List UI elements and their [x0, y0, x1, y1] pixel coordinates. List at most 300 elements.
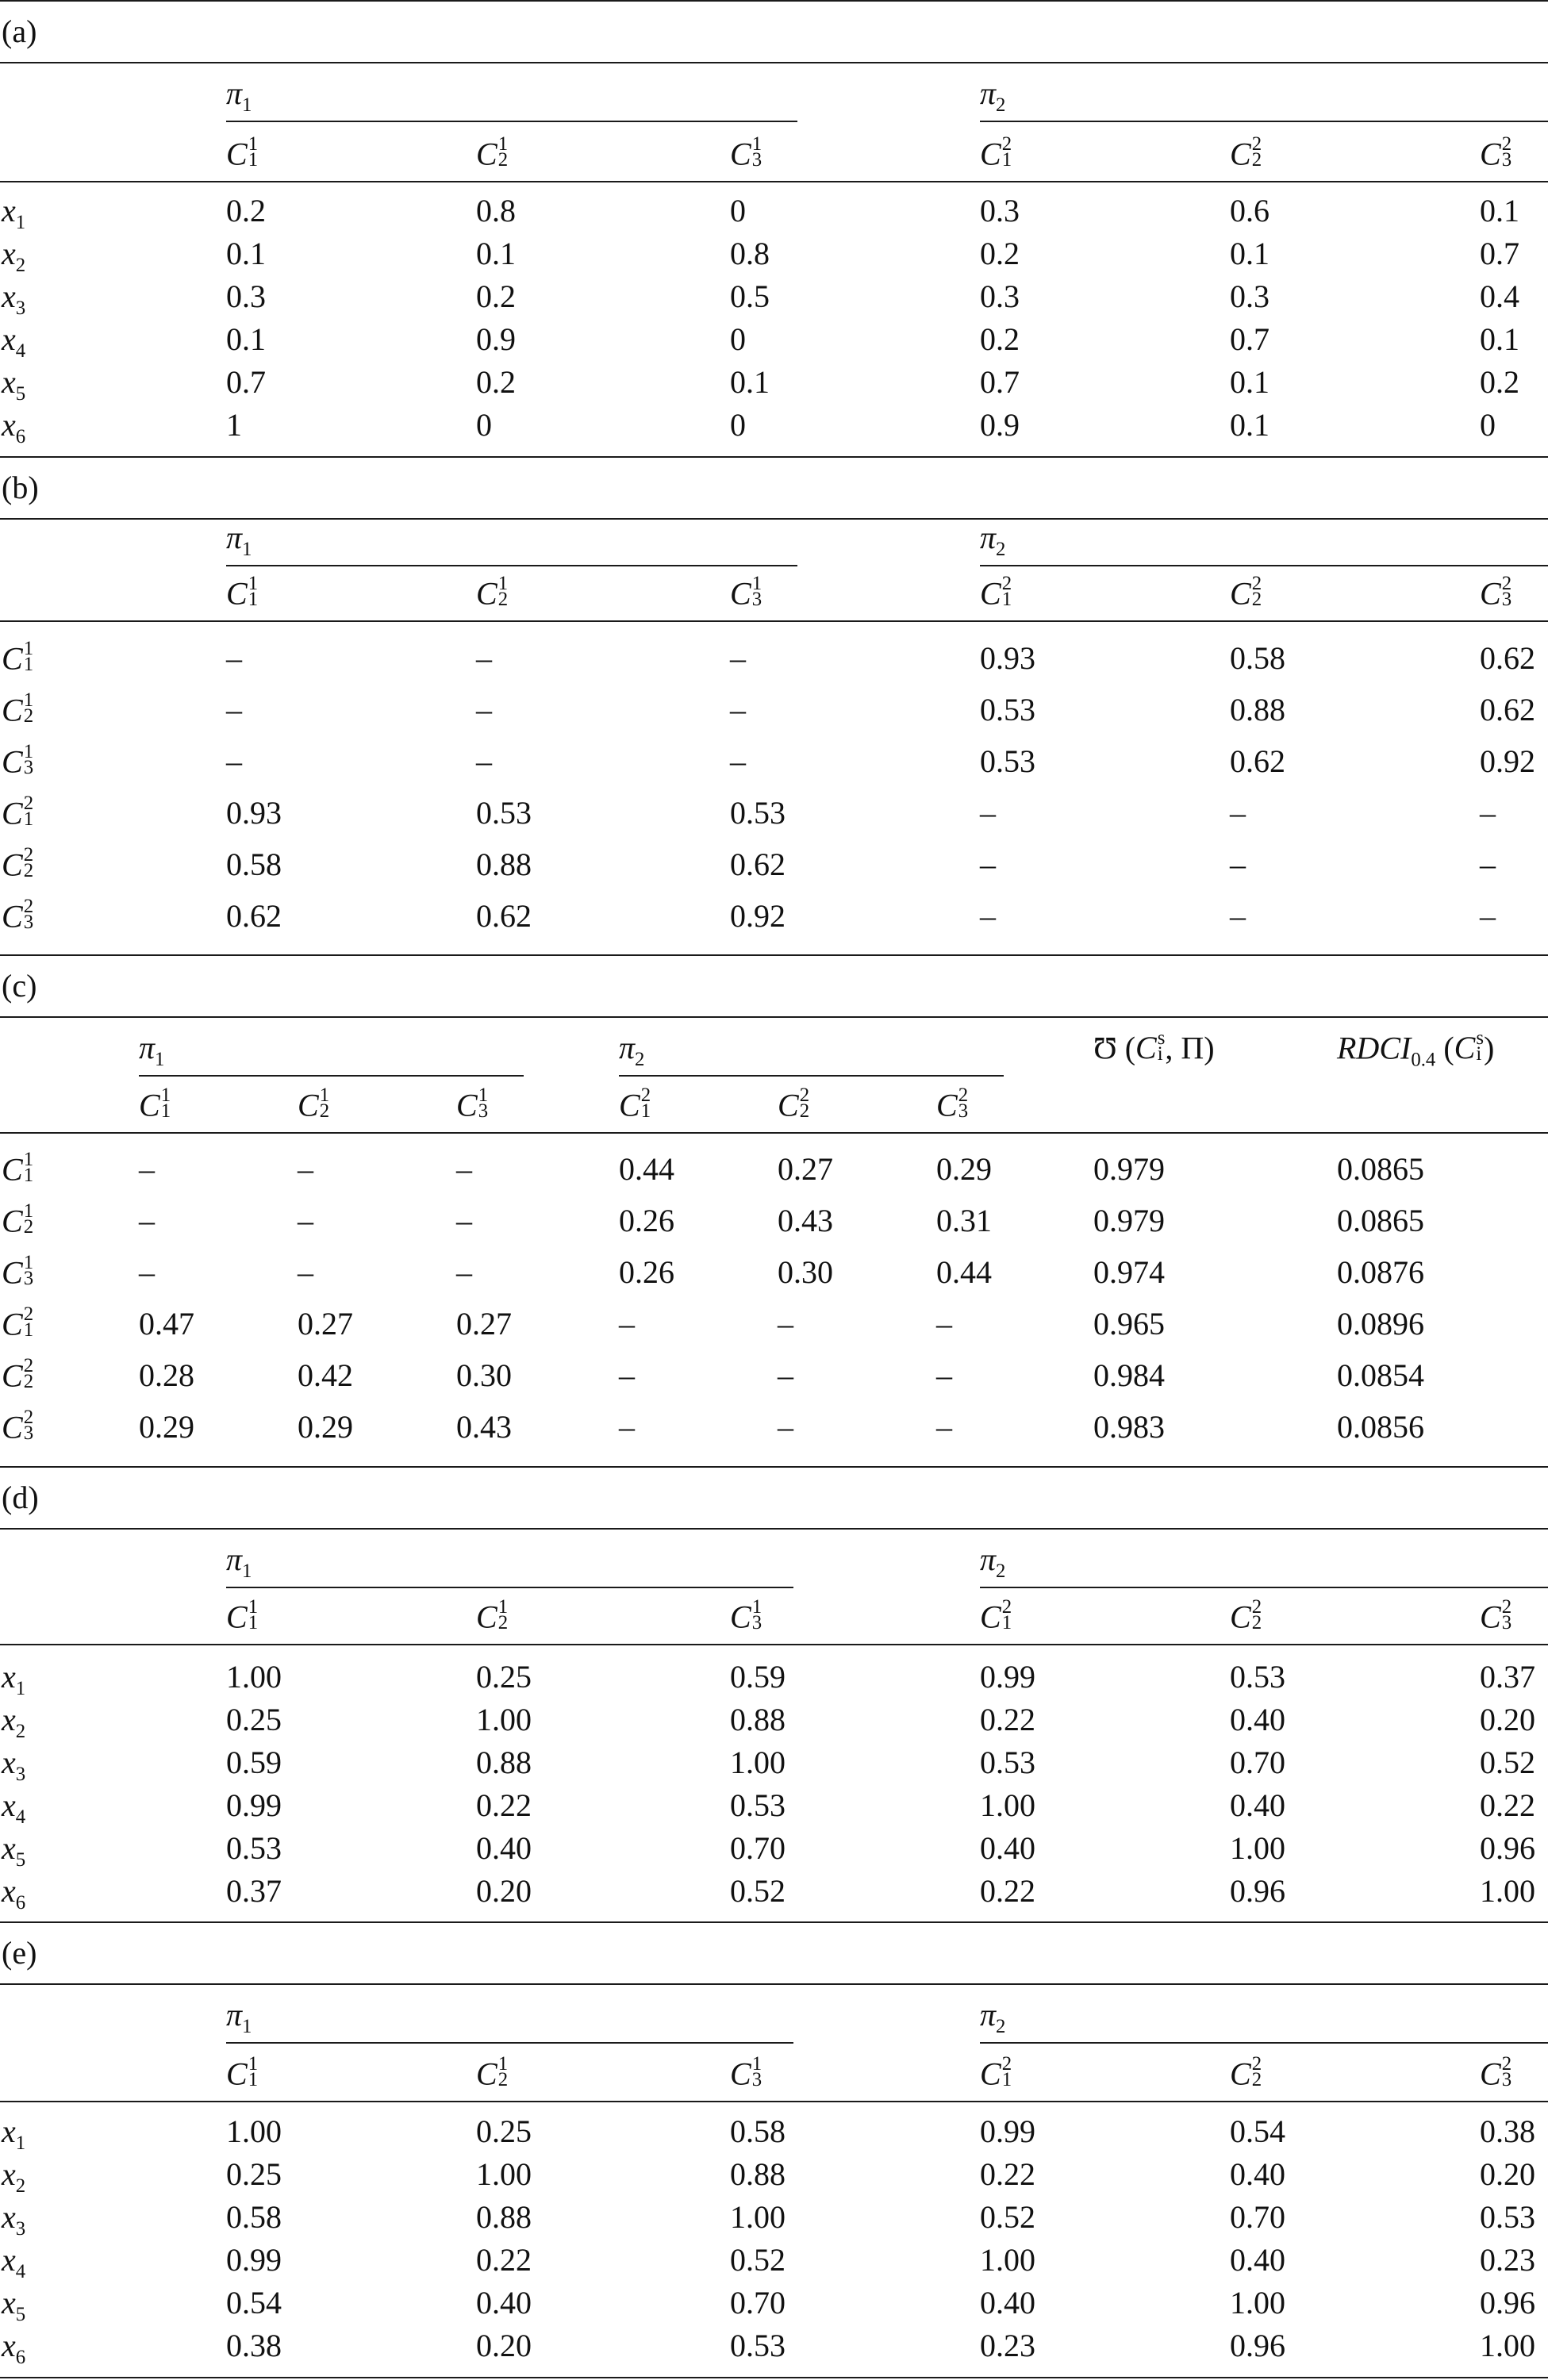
- rdci-open: (: [1435, 1030, 1454, 1066]
- table-cell: 0.22: [1480, 1787, 1535, 1823]
- row-label: [2, 2113, 26, 2154]
- group-underline: [980, 1587, 1548, 1588]
- table-cell: –: [1230, 846, 1246, 882]
- column-header-rdci: [1337, 1027, 1495, 1071]
- column-header-sup: 1: [751, 1596, 762, 1618]
- table-cell: 0.40: [476, 2285, 532, 2320]
- row-label-sup: 1: [23, 1252, 34, 1273]
- table-cell: 0.93: [226, 795, 282, 831]
- table-cell: 0.40: [980, 2285, 1035, 2320]
- row-label: [2, 793, 34, 831]
- column-header-base: C: [1230, 2056, 1251, 2092]
- table-cell: 0.92: [730, 898, 786, 934]
- table-cell: 0.53: [730, 2328, 786, 2363]
- row-label-base: x: [2, 1830, 16, 1866]
- table-cell: 1.00: [1480, 1873, 1535, 1909]
- table-cell: 0.62: [1480, 640, 1535, 676]
- table-cell: –: [778, 1409, 793, 1445]
- table-cell: 1.00: [980, 2242, 1035, 2278]
- row-label-base: C: [2, 640, 23, 677]
- column-header-sub: 3: [958, 1100, 969, 1123]
- group-header-group1: [139, 1032, 164, 1070]
- group-header-group1: [226, 1999, 252, 2037]
- row-label-sub: 2: [23, 705, 34, 727]
- column-header-sub: 3: [478, 1100, 489, 1123]
- table-cell: 0.7: [1230, 321, 1270, 357]
- table-cell: 0.52: [1480, 1745, 1535, 1780]
- table-cell: 1.00: [476, 1702, 532, 1737]
- group-symbol: π: [980, 1997, 997, 2033]
- table-cell: 0.29: [298, 1409, 353, 1445]
- row-label-sub: 1: [15, 212, 26, 233]
- column-header-scripts: [160, 1084, 171, 1123]
- row-label: [2, 321, 26, 362]
- table-cell: 0.20: [476, 1873, 532, 1909]
- row-label-base: x: [2, 2113, 16, 2149]
- row-label-base: C: [2, 1151, 23, 1188]
- table-cell: –: [980, 898, 996, 934]
- group-symbol: π: [619, 1030, 636, 1065]
- column-header-sub: 1: [1001, 1612, 1012, 1634]
- table-cell: 0.40: [1230, 1787, 1285, 1823]
- table-cell: –: [778, 1306, 793, 1342]
- table-cell: 0.2: [476, 364, 516, 400]
- table-cell: 0.7: [226, 364, 266, 400]
- table-label: (a): [2, 13, 37, 49]
- table-cell: 0.1: [1480, 321, 1519, 357]
- row-label-sup: 1: [23, 741, 34, 762]
- column-header-sup: 2: [1501, 133, 1512, 155]
- column-header: [1480, 2053, 1512, 2092]
- table-cell: 0.1: [476, 236, 516, 271]
- column-header-sup: 1: [248, 1596, 259, 1618]
- column-header-sub: 1: [248, 589, 259, 611]
- column-header-base: C: [730, 2056, 751, 2092]
- table-cell: 0.70: [1230, 1745, 1285, 1780]
- table-cell: 0.23: [1480, 2242, 1535, 2278]
- table-cell: 0.96: [1230, 2328, 1285, 2363]
- row-label: [2, 2287, 25, 2325]
- group-subscript: 1: [155, 1049, 165, 1070]
- table-cell: –: [476, 692, 492, 727]
- table-cell: 0.2: [476, 278, 516, 314]
- rdci-c-scripts: [1476, 1027, 1484, 1065]
- column-header: [226, 2053, 259, 2092]
- table-cell: 1.00: [730, 1745, 786, 1780]
- column-header-base: C: [139, 1087, 160, 1123]
- column-header: [1230, 573, 1262, 612]
- row-label-base: C: [2, 898, 23, 935]
- table-cell: –: [139, 1151, 155, 1187]
- table-cell: 0.3: [980, 193, 1020, 228]
- table-cell: 0.38: [226, 2328, 282, 2363]
- row-label-scripts: [23, 1149, 34, 1187]
- table-cell: 0.30: [778, 1254, 833, 1290]
- row-label-base: x: [2, 1702, 16, 1737]
- column-header-sup: 1: [751, 573, 762, 594]
- table-cell: 0.59: [730, 1659, 786, 1695]
- column-header-sub: 2: [1251, 2069, 1262, 2091]
- group-symbol: π: [980, 75, 997, 111]
- rdci-prefix: RDCI: [1337, 1030, 1412, 1066]
- column-header-base: C: [778, 1087, 799, 1123]
- table-top-rule: [0, 1921, 1548, 1923]
- group-subscript: 2: [996, 1560, 1006, 1582]
- table-cell: –: [730, 743, 746, 779]
- row-label-sub: 2: [15, 1721, 26, 1742]
- table-columns-rule: [0, 1132, 1548, 1134]
- column-header-sub: 3: [1501, 589, 1512, 611]
- column-header-sub: 2: [497, 1612, 509, 1634]
- row-label-sub: 4: [15, 2261, 26, 2282]
- column-header-sup: 1: [319, 1084, 330, 1106]
- table-cell: 0.1: [1230, 364, 1270, 400]
- rdci-c: [1454, 1027, 1484, 1066]
- column-header: [476, 133, 509, 172]
- row-label: [2, 2199, 26, 2240]
- row-label: [2, 2156, 26, 2197]
- table-cell: 1.00: [1230, 1830, 1285, 1866]
- table-cell: 0.70: [730, 2285, 786, 2320]
- column-header-scripts: [497, 133, 509, 171]
- column-header: [226, 133, 259, 172]
- table-cell: 0.0865: [1337, 1151, 1424, 1187]
- table-cell: –: [619, 1357, 635, 1393]
- column-header-base: C: [476, 1599, 497, 1635]
- row-label: [2, 689, 34, 728]
- row-label-sub: 3: [15, 2218, 26, 2240]
- column-header-sup: 2: [1001, 2053, 1012, 2075]
- table-cell: –: [936, 1409, 952, 1445]
- column-header-base: C: [298, 1087, 319, 1123]
- table-cell: 0.29: [936, 1151, 992, 1187]
- row-label: [2, 1787, 26, 1828]
- upsilon-c-base: C: [1135, 1030, 1157, 1066]
- table-cell: 0.62: [1230, 743, 1285, 779]
- column-header-scripts: [497, 1596, 509, 1634]
- table-cell: 0.979: [1093, 1151, 1165, 1187]
- upsilon-c-scripts: [1157, 1027, 1166, 1065]
- table-cell: 0.31: [936, 1203, 992, 1238]
- column-header: [1230, 1596, 1262, 1635]
- rdci-c-sub: i: [1476, 1043, 1482, 1065]
- table-cell: 0.40: [476, 1830, 532, 1866]
- column-header-sup: 2: [1501, 1596, 1512, 1618]
- table-cell: 0.7: [1480, 236, 1519, 271]
- upsilon-c: [1135, 1027, 1166, 1066]
- group-symbol: π: [226, 520, 243, 555]
- table-cell: 0.38: [1480, 2113, 1535, 2149]
- table-cell: 0.53: [730, 1787, 786, 1823]
- row-label: [2, 896, 34, 935]
- column-header-sub: 2: [1251, 149, 1262, 171]
- column-header-scripts: [751, 2053, 762, 2091]
- upsilon-prefix: Ʊ (: [1093, 1030, 1136, 1066]
- column-header: [1480, 1596, 1512, 1635]
- table-cell: 0.4: [1480, 278, 1519, 314]
- row-label-base: x: [2, 1745, 16, 1780]
- column-header-sup: 2: [1001, 133, 1012, 155]
- table-cell: 0.43: [778, 1203, 833, 1238]
- row-label-base: C: [2, 1203, 23, 1239]
- table-cell: –: [1230, 795, 1246, 831]
- group-header-group2: [980, 1999, 1005, 2037]
- column-header: [730, 133, 762, 172]
- column-header-upsilon: [1093, 1027, 1215, 1066]
- row-label-sub: 1: [23, 1319, 34, 1342]
- upsilon-c-sub: i: [1157, 1043, 1163, 1065]
- group-header-group1: [226, 75, 252, 116]
- table-cell: 0.8: [476, 193, 516, 228]
- row-label-scripts: [23, 689, 34, 727]
- table-cell: 0.43: [456, 1409, 512, 1445]
- table-cell: 0.70: [1230, 2199, 1285, 2235]
- rdci-c-sup: s: [1476, 1027, 1484, 1049]
- row-label: [2, 1252, 34, 1291]
- group-header-group2: [980, 522, 1005, 560]
- column-header-sup: 2: [1251, 573, 1262, 594]
- column-header-scripts: [1251, 573, 1262, 611]
- table-top-rule: [0, 1466, 1548, 1468]
- column-header-base: C: [226, 136, 248, 172]
- column-header-sup: 1: [497, 2053, 509, 2075]
- table-cell: –: [226, 743, 242, 779]
- group-subscript: 1: [242, 1560, 252, 1582]
- column-header-base: C: [226, 575, 248, 612]
- table-cell: 0.53: [980, 743, 1035, 779]
- table-cell: 0.25: [476, 2113, 532, 2149]
- column-header-base: C: [980, 136, 1001, 172]
- table-cell: 0.9: [476, 321, 516, 357]
- column-header-sup: 1: [497, 573, 509, 594]
- table-cell: 0.0876: [1337, 1254, 1424, 1290]
- row-label-base: x: [2, 2285, 16, 2320]
- column-header-base: C: [730, 1599, 751, 1635]
- column-header-scripts: [497, 2053, 509, 2091]
- row-label-sub: 3: [23, 757, 34, 779]
- table-cell: 0.62: [1480, 692, 1535, 727]
- column-header-scripts: [1001, 573, 1012, 611]
- row-label-base: C: [2, 1409, 23, 1445]
- table-cell: –: [298, 1203, 313, 1238]
- table-header-rule: [0, 1016, 1548, 1018]
- table-cell: –: [1480, 795, 1496, 831]
- column-header-sup: 1: [751, 133, 762, 155]
- column-header-sub: 1: [1001, 2069, 1012, 2091]
- column-header-scripts: [751, 133, 762, 171]
- row-label-base: C: [2, 743, 23, 780]
- table-cell: 0.96: [1230, 1873, 1285, 1909]
- table-label: (b): [2, 470, 39, 505]
- group-underline: [980, 121, 1548, 122]
- table-cell: 0.8: [730, 236, 770, 271]
- column-header-sup: 2: [958, 1084, 969, 1106]
- group-symbol: π: [980, 1541, 997, 1577]
- table-cell: 0: [730, 193, 746, 228]
- table-cell: 0.2: [226, 193, 266, 228]
- row-label-sub: 5: [15, 1849, 26, 1871]
- table-header-rule: [0, 62, 1548, 63]
- column-header-scripts: [319, 1084, 330, 1123]
- column-header-sub: 1: [640, 1100, 651, 1123]
- column-header-sup: 1: [248, 2053, 259, 2075]
- table-cell: 0.1: [1230, 407, 1270, 443]
- column-header-base: C: [619, 1087, 640, 1123]
- group-header-group2: [619, 1032, 644, 1070]
- table-cell: 0.53: [730, 795, 786, 831]
- table-cell: 0.0854: [1337, 1357, 1424, 1393]
- group-underline: [226, 121, 797, 122]
- table-cell: 1.00: [476, 2156, 532, 2192]
- row-label-scripts: [23, 1407, 34, 1445]
- column-header-sup: 1: [497, 133, 509, 155]
- row-label: [2, 1355, 34, 1394]
- column-header-base: C: [476, 575, 497, 612]
- column-header: [1230, 133, 1262, 172]
- table-cell: 0.1: [226, 236, 266, 271]
- table-cell: –: [980, 846, 996, 882]
- table-cell: 0.52: [980, 2199, 1035, 2235]
- column-header-scripts: [1001, 1596, 1012, 1634]
- column-header-base: C: [1480, 575, 1501, 612]
- table-cell: 0.1: [226, 321, 266, 357]
- row-label-sup: 2: [23, 844, 34, 866]
- column-header-sup: 2: [1501, 2053, 1512, 2075]
- table-label: (e): [2, 1935, 37, 1971]
- column-header-sub: 3: [1501, 1612, 1512, 1634]
- table-cell: –: [476, 743, 492, 779]
- column-header: [476, 573, 509, 612]
- table-cell: 0.22: [980, 2156, 1035, 2192]
- table-cell: 0.52: [730, 2242, 786, 2278]
- column-header: [980, 133, 1012, 172]
- column-header-sup: 1: [497, 1596, 509, 1618]
- table-cell: –: [778, 1357, 793, 1393]
- row-label-base: x: [2, 2242, 16, 2278]
- group-underline: [139, 1075, 524, 1077]
- column-header-scripts: [1501, 573, 1512, 611]
- table-cell: 0.37: [226, 1873, 282, 1909]
- group-underline: [226, 565, 797, 566]
- row-label: [2, 1200, 34, 1239]
- table-cell: 0.58: [226, 846, 282, 882]
- table-cell: –: [456, 1203, 472, 1238]
- table-cell: 0.979: [1093, 1203, 1165, 1238]
- table-cell: 0.974: [1093, 1254, 1165, 1290]
- table-cell: 0.88: [476, 2199, 532, 2235]
- column-header: [476, 1596, 509, 1635]
- group-subscript: 1: [242, 539, 252, 560]
- table-cell: 0: [730, 407, 746, 443]
- table-cell: 0.58: [730, 2113, 786, 2149]
- row-label: [2, 238, 25, 276]
- table-cell: 0.58: [226, 2199, 282, 2235]
- table-cell: 0.984: [1093, 1357, 1165, 1393]
- table-cell: 0.20: [1480, 1702, 1535, 1737]
- table-cell: 0.983: [1093, 1409, 1165, 1445]
- column-header-base: C: [980, 1599, 1001, 1635]
- row-label: [2, 1875, 25, 1914]
- column-header: [980, 1596, 1012, 1635]
- table-cell: 0.27: [456, 1306, 512, 1342]
- row-label-sup: 2: [23, 1355, 34, 1376]
- row-label-base: x: [2, 407, 16, 443]
- row-label-sub: 4: [15, 1806, 26, 1828]
- row-label-sub: 6: [15, 1892, 26, 1914]
- table-cell: 0.59: [226, 1745, 282, 1780]
- row-label-sup: 2: [23, 793, 34, 814]
- column-header-scripts: [248, 133, 259, 171]
- table-cell: –: [226, 692, 242, 727]
- rdci-suffix: ): [1484, 1030, 1495, 1066]
- row-label-sub: 6: [15, 2347, 26, 2368]
- column-header-sub: 1: [1001, 149, 1012, 171]
- column-header-base: C: [980, 575, 1001, 612]
- table-cell: 0.44: [619, 1151, 674, 1187]
- table-cell: 1.00: [980, 1787, 1035, 1823]
- table-top-rule: [0, 0, 1548, 2]
- rdci-subscript: 0.4: [1411, 1049, 1436, 1071]
- row-label-base: x: [2, 1787, 16, 1823]
- table-columns-rule: [0, 620, 1548, 622]
- row-label-base: x: [2, 193, 16, 228]
- table-label: (c): [2, 968, 37, 1004]
- row-label-sub: 5: [15, 383, 26, 405]
- column-header-sup: 2: [1251, 133, 1262, 155]
- group-underline: [226, 2042, 793, 2044]
- column-header-sub: 2: [319, 1100, 330, 1123]
- table-cell: 0.88: [1230, 692, 1285, 727]
- table-cell: 0.37: [1480, 1659, 1535, 1695]
- table-cell: 0.25: [226, 1702, 282, 1737]
- row-label-sub: 1: [15, 2132, 26, 2154]
- row-label: [2, 364, 26, 405]
- column-header-scripts: [1001, 2053, 1012, 2091]
- table-cell: 0.99: [980, 2113, 1035, 2149]
- table-cell: 0.27: [778, 1151, 833, 1187]
- column-header-scripts: [799, 1084, 810, 1123]
- row-label: [2, 1303, 34, 1342]
- table-cell: 0.40: [1230, 2156, 1285, 2192]
- row-label-scripts: [23, 1252, 34, 1290]
- table-cell: 0.25: [226, 2156, 282, 2192]
- table-cell: 0: [730, 321, 746, 357]
- row-label: [2, 1661, 25, 1699]
- table-columns-rule: [0, 181, 1548, 182]
- row-label-base: C: [2, 795, 23, 831]
- column-header-sub: 3: [751, 149, 762, 171]
- table-header-rule: [0, 1983, 1548, 1985]
- group-subscript: 2: [996, 539, 1006, 560]
- row-label-sup: 1: [23, 1149, 34, 1170]
- group-underline: [619, 1075, 1004, 1077]
- table-cell: 0.96: [1480, 1830, 1535, 1866]
- column-header-sub: 2: [1251, 589, 1262, 611]
- column-header-scripts: [751, 573, 762, 611]
- table-cell: 1.00: [1230, 2285, 1285, 2320]
- column-header-scripts: [1501, 2053, 1512, 2091]
- table-cell: 0.2: [980, 321, 1020, 357]
- column-header-sub: 3: [751, 2069, 762, 2091]
- column-header-scripts: [1501, 1596, 1512, 1634]
- column-header-sup: 1: [160, 1084, 171, 1106]
- table-cell: 1.00: [226, 2113, 282, 2149]
- row-label: [2, 1704, 25, 1742]
- row-label: [2, 195, 25, 233]
- column-header-scripts: [958, 1084, 969, 1123]
- row-label: [2, 844, 34, 883]
- group-symbol: π: [226, 1997, 243, 2033]
